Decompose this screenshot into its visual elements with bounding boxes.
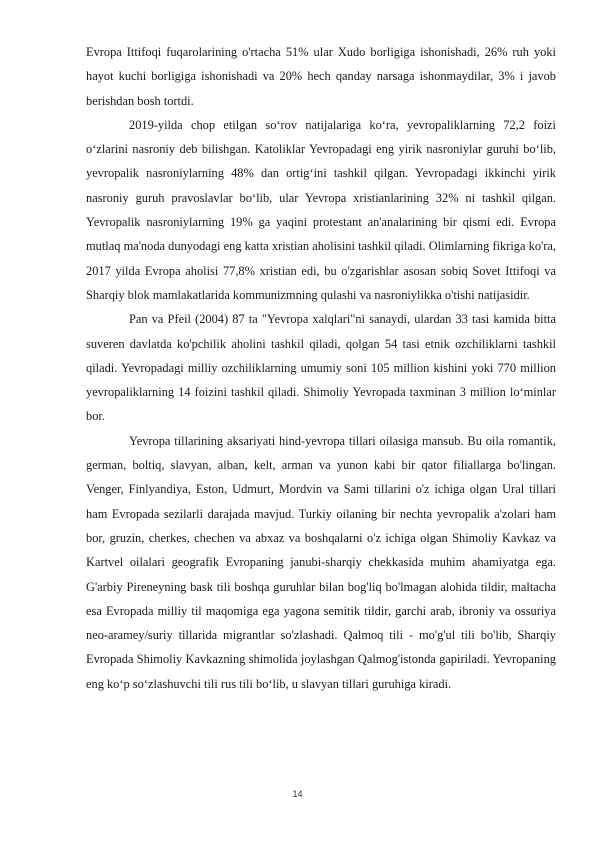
paragraph-european-languages: Yevropa tillarining aksariyati hind-yevropa tillari oilasiga mansub. Bu oila romantik, german, boltiq, slavyan, alban, kelt, arman va yunon kabi bir qator filiallarga bo'lingan. Venger, Finlyandiya, Eston, Udmurt, Mordvin va Sami tillarini o'z ichiga olgan Ural tillari ham Evropada sezilarli darajada mavjud. Turkiy oilaning bir nechta yevropalik a'zolari ham bor, gruzin, cherkes, chechen va abxaz va boshqalarni o'z ichiga olgan Shimoliy Kavkaz va Kartvel oilalari geografik Evropaning janubi-sharqiy chekkasida muhim ahamiyatga ega. G'arbiy Pireneyning bask tili boshqa guruhlar bilan bog'liq bo'lmagan alohida tildir, maltacha esa Evropada milliy til maqomiga ega yagona semitik tildir, garchi arab, ibroniy va ossuriya neo-aramey/suriy tillarida migrantlar so'zlashadi. Qalmoq tili - mo'g'ul tili bo'lib, Sharqiy Evropada Shimoliy Kavkazning shimolida joylashgan Qalmog'istonda gapiriladi. Yevropaning eng ko‘p so‘zlashuvchi tili rus tili bo‘lib, u slavyan tillari guruhiga kiradi. — [86, 433, 556, 691]
paragraph-christian-population: 2019-yilda chop etilgan so‘rov natijalariga ko‘ra, yevropaliklarning 72,2 foizi o‘zlarini nasroniy deb bilishgan. Katoliklar Yevropadagi eng yirik nasroniylar guruhi bo‘lib, yevropalik nasroniylarning 48% dan ortig‘ini tashkil qilgan. Yevropadagi ikkinchi yirik nasroniy guruh pravoslavlar bo‘lib, ular Yevropa xristianlarining 32% ni tashkil qilgan. Yevropalik nasroniylarning 19% ga yaqini protestant an'analarining bir qismi edi. Evropa mutlaq ma'noda dunyodagi eng katta xristian aholisini tashkil qiladi. Olimlarning fikriga ko'ra, 2017 yilda Evropa aholisi 77,8% xristian edi, bu o'zgarishlar asosan sobiq Sovet Ittifoqi va Sharqiy blok mamlakatlarida kommunizmning qulashi va nasroniylikka o'tishi natijasidir. — [86, 117, 556, 302]
paragraph-european-peoples: Pan va Pfeil (2004) 87 ta "Yevropa xalqlari"ni sanaydi, ulardan 33 tasi kamida bitta suveren davlatda ko'pchilik aholini tashkil qiladi, qolgan 54 tasi etnik ozchiliklarni tashkil qiladi. Yevropadagi milliy ozchiliklarning umumiy soni 105 million kishini yoki 770 million yevropaliklarning 14 foizini tashkil qiladi. Shimoliy Yevropada taxminan 3 million lo‘minlar bor. — [86, 312, 556, 424]
document-body — [86, 40, 556, 696]
page-number: 14 — [292, 789, 303, 799]
paragraph-religious-beliefs: Evropa Ittifoqi fuqarolarining o'rtacha 51% ular Xudo borligiga ishonishadi, 26% ruh yoki hayot kuchi borligiga ishonishadi va 20% hech qanday narsaga ishonmaydilar, 3% i javob berishdan bosh tortdi. — [86, 45, 556, 108]
